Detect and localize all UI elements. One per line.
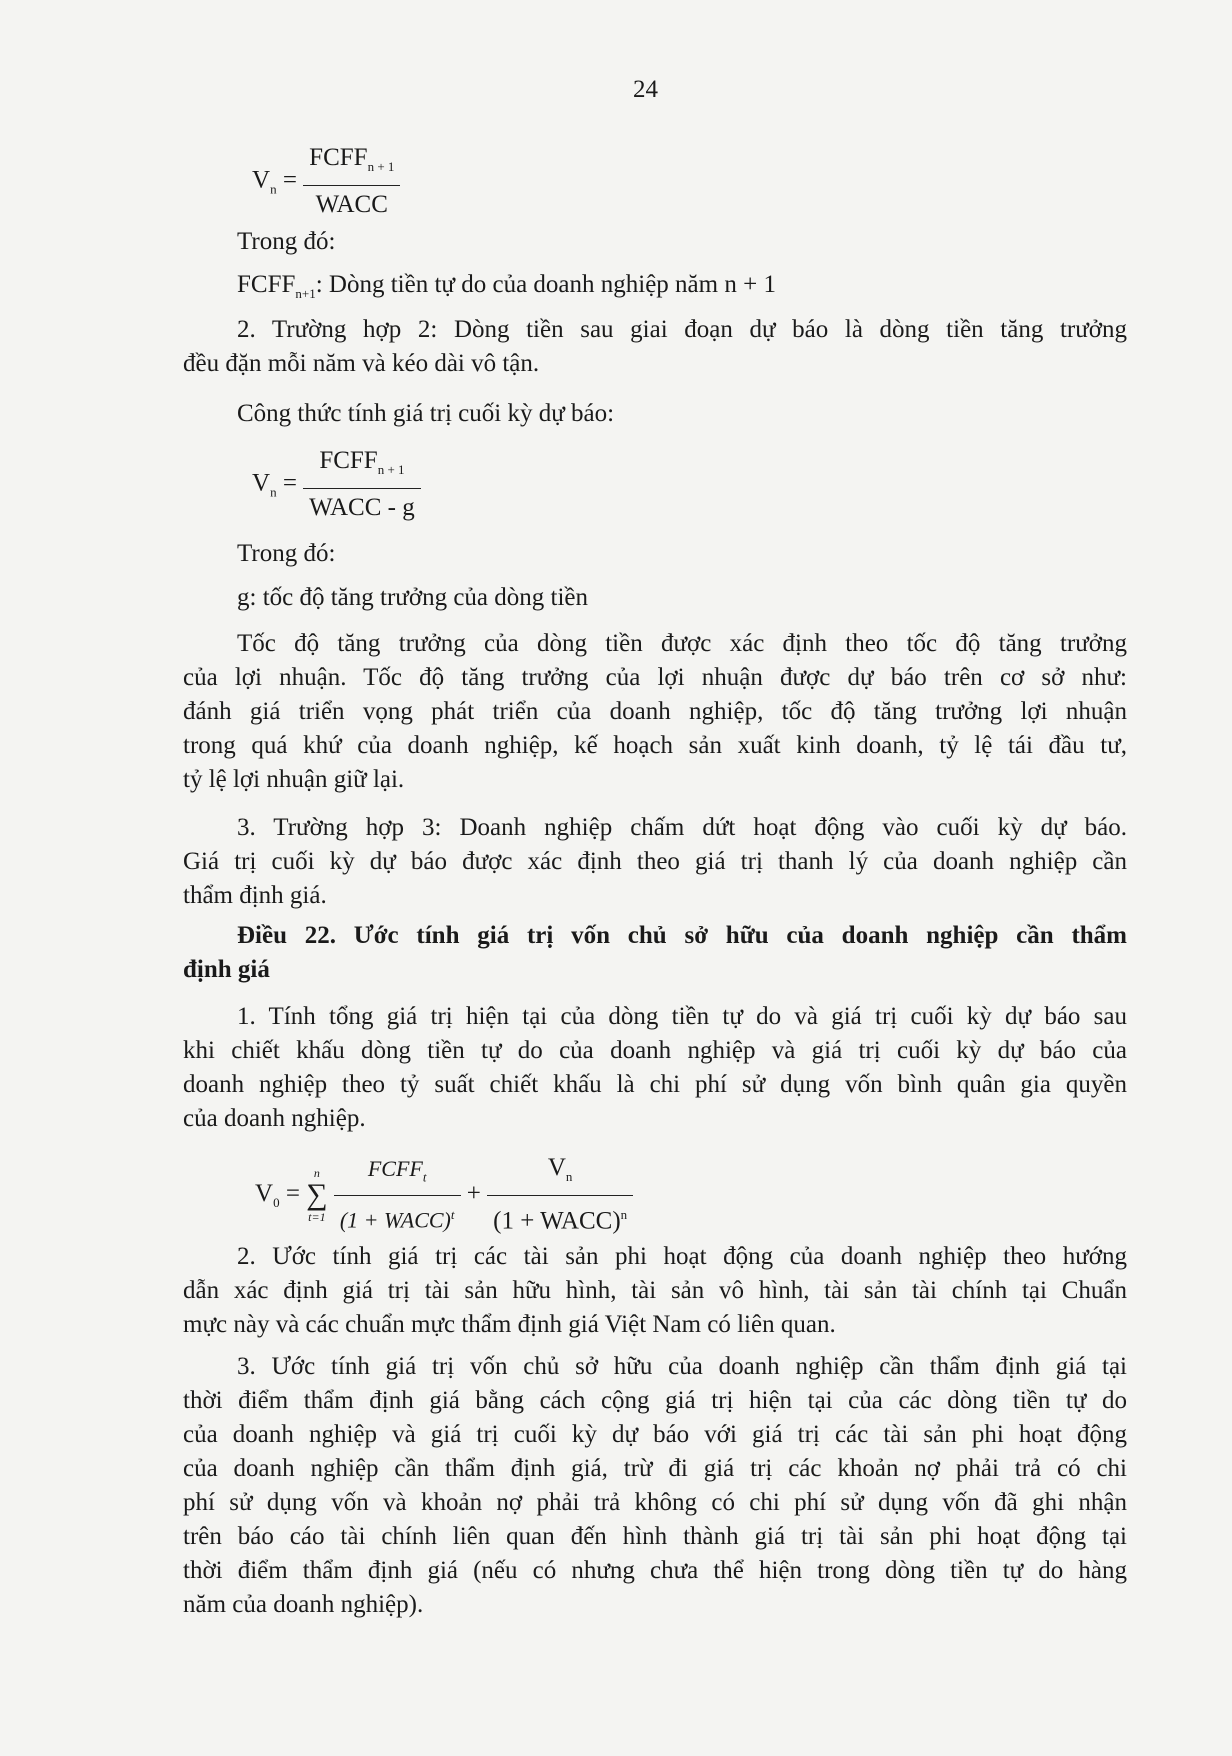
formula-fraction	[303, 140, 400, 224]
text-line: tỷ lệ lợi nhuận giữ lại.	[183, 766, 405, 793]
formula-terminal-value-case1	[252, 140, 400, 224]
formula-eq: =	[282, 469, 297, 497]
formula-eq: =	[285, 1179, 300, 1207]
formula-numerator: FCFF	[309, 144, 368, 171]
text-line: 1. Tính tổng giá trị hiện tại của dòng tiền tự do và giá trị cuối kỳ dự báo sau	[237, 1003, 1127, 1030]
text-line: 3. Trường hợp 3: Doanh nghiệp chấm dứt hoạt động vào cuối kỳ dự báo.	[237, 814, 1127, 841]
formula-num-sub: t	[422, 1169, 427, 1185]
formula-fraction-2	[487, 1150, 633, 1240]
text-line: trên báo cáo tài chính liên quan đến hình thành giá trị tài sản phi hoạt động tại	[183, 1523, 1127, 1550]
text-line: đều đặn mỗi năm và kéo dài vô tận.	[183, 350, 540, 377]
formula-intro: Công thức tính giá trị cuối kỳ dự báo:	[237, 400, 615, 427]
formula-eq: =	[282, 166, 297, 194]
text-line: Điều 22. Ước tính giá trị vốn chủ sở hữu của doanh nghiệp cần thẩm	[237, 922, 1127, 949]
formula-denominator: WACC - g	[309, 494, 415, 521]
sum-top: n	[313, 1166, 320, 1181]
text-line: của doanh nghiệp và giá trị cuối kỳ dự báo với giá trị các tài sản phi hoạt động	[183, 1421, 1127, 1448]
case2-paragraph	[183, 313, 1127, 381]
formula-terminal-value-case2	[252, 443, 421, 527]
article-22-heading	[183, 919, 1127, 987]
formula-lhs-sub: n	[270, 484, 277, 500]
text-line: thẩm định giá.	[183, 882, 327, 909]
sum-operator	[306, 1166, 327, 1224]
formula-numerator: V	[547, 1154, 566, 1181]
where-label-2: Trong đó:	[237, 540, 336, 567]
page-number: 24	[633, 76, 658, 103]
case3-paragraph	[183, 811, 1127, 913]
text-line: đánh giá triển vọng phát triển của doanh nghiệp, tốc độ tăng trưởng lợi nhuận	[183, 698, 1127, 725]
text-line: của doanh nghiệp cần thẩm định giá, trừ đi giá trị các khoản nợ phải trả có chi	[183, 1455, 1127, 1482]
text-line: 3. Ước tính giá trị vốn chủ sở hữu của doanh nghiệp cần thẩm định giá tại	[237, 1353, 1127, 1380]
formula-den-sup: t	[450, 1207, 455, 1223]
formula-denominator: (1 + WACC)	[493, 1207, 621, 1235]
formula-fraction	[303, 443, 421, 527]
item1-paragraph	[183, 1000, 1127, 1136]
text-line: dẫn xác định giá trị tài sản hữu hình, tài sản vô hình, tài sản tài chính tại Chuẩn	[183, 1277, 1127, 1304]
text-line: Giá trị cuối kỳ dự báo được xác định theo giá trị thanh lý của doanh nghiệp cần	[183, 848, 1127, 875]
formula-lhs: V	[252, 166, 271, 194]
text-line: Tốc độ tăng trưởng của dòng tiền được xác định theo tốc độ tăng trưởng	[237, 630, 1127, 657]
text-line: thời điểm thẩm định giá bằng cách cộng giá trị hiện tại của các dòng tiền tự do	[183, 1387, 1127, 1414]
sum-symbol: ∑	[306, 1178, 328, 1212]
text-line: thời điểm thẩm định giá (nếu có nhưng chưa thể hiện trong dòng tiền tự do hàng	[183, 1557, 1127, 1584]
formula-equity-value	[255, 1150, 633, 1240]
formula-lhs: V	[252, 469, 271, 497]
text-line: của lợi nhuận. Tốc độ tăng trưởng của lợi nhuận được dự báo trên cơ sở như:	[183, 664, 1127, 691]
text-line: của doanh nghiệp.	[183, 1105, 366, 1132]
fcff-text: : Dòng tiền tự do của doanh nghiệp năm n + 1	[315, 271, 776, 298]
g-definition: g: tốc độ tăng trưởng của dòng tiền	[237, 584, 589, 611]
where-label-1: Trong đó:	[237, 228, 336, 255]
formula-fraction-1	[334, 1151, 461, 1240]
text-line: 2. Ước tính giá trị các tài sản phi hoạt động của doanh nghiệp theo hướng	[237, 1243, 1127, 1270]
formula-den-sup: n	[620, 1207, 628, 1222]
formula-num-sub: n	[565, 1169, 573, 1184]
formula-lhs-sub: n	[270, 181, 277, 197]
text-line: định giá	[183, 956, 270, 983]
fcff-term: FCFF	[237, 271, 296, 298]
text-line: doanh nghiệp theo tỷ suất chiết khấu là chi phí sử dụng vốn bình quân gia quyền	[183, 1071, 1127, 1098]
fcff-sub: n+1	[295, 286, 316, 301]
formula-lhs-sub: 0	[273, 1194, 280, 1210]
text-line: mực này và các chuẩn mực thẩm định giá Việt Nam có liên quan.	[183, 1311, 836, 1338]
formula-num-sub: n + 1	[367, 159, 395, 174]
item3-paragraph	[183, 1350, 1127, 1622]
formula-plus: +	[466, 1179, 481, 1207]
text-line: năm của doanh nghiệp).	[183, 1591, 424, 1618]
text-line: trong quá khứ của doanh nghiệp, kế hoạch sản xuất kinh doanh, tỷ lệ tái đầu tư,	[183, 732, 1127, 759]
fcff-definition	[237, 271, 776, 302]
formula-num-sub: n + 1	[377, 462, 405, 477]
formula-denominator: (1 + WACC)	[339, 1207, 451, 1233]
growth-paragraph	[183, 627, 1127, 797]
text-line: khi chiết khấu dòng tiền tự do của doanh nghiệp và giá trị cuối kỳ dự báo của	[183, 1037, 1127, 1064]
sum-bottom: t=1	[308, 1210, 326, 1225]
formula-numerator: FCFF	[319, 447, 378, 474]
text-line: 2. Trường hợp 2: Dòng tiền sau giai đoạn dự báo là dòng tiền tăng trưởng	[237, 316, 1127, 343]
formula-lhs: V	[255, 1179, 274, 1207]
text-line: phí sử dụng vốn và khoản nợ phải trả không có chi phí sử dụng vốn đã ghi nhận	[183, 1489, 1127, 1516]
formula-denominator: WACC	[315, 191, 388, 218]
formula-numerator: FCFF	[367, 1155, 423, 1181]
item2-paragraph	[183, 1240, 1127, 1342]
